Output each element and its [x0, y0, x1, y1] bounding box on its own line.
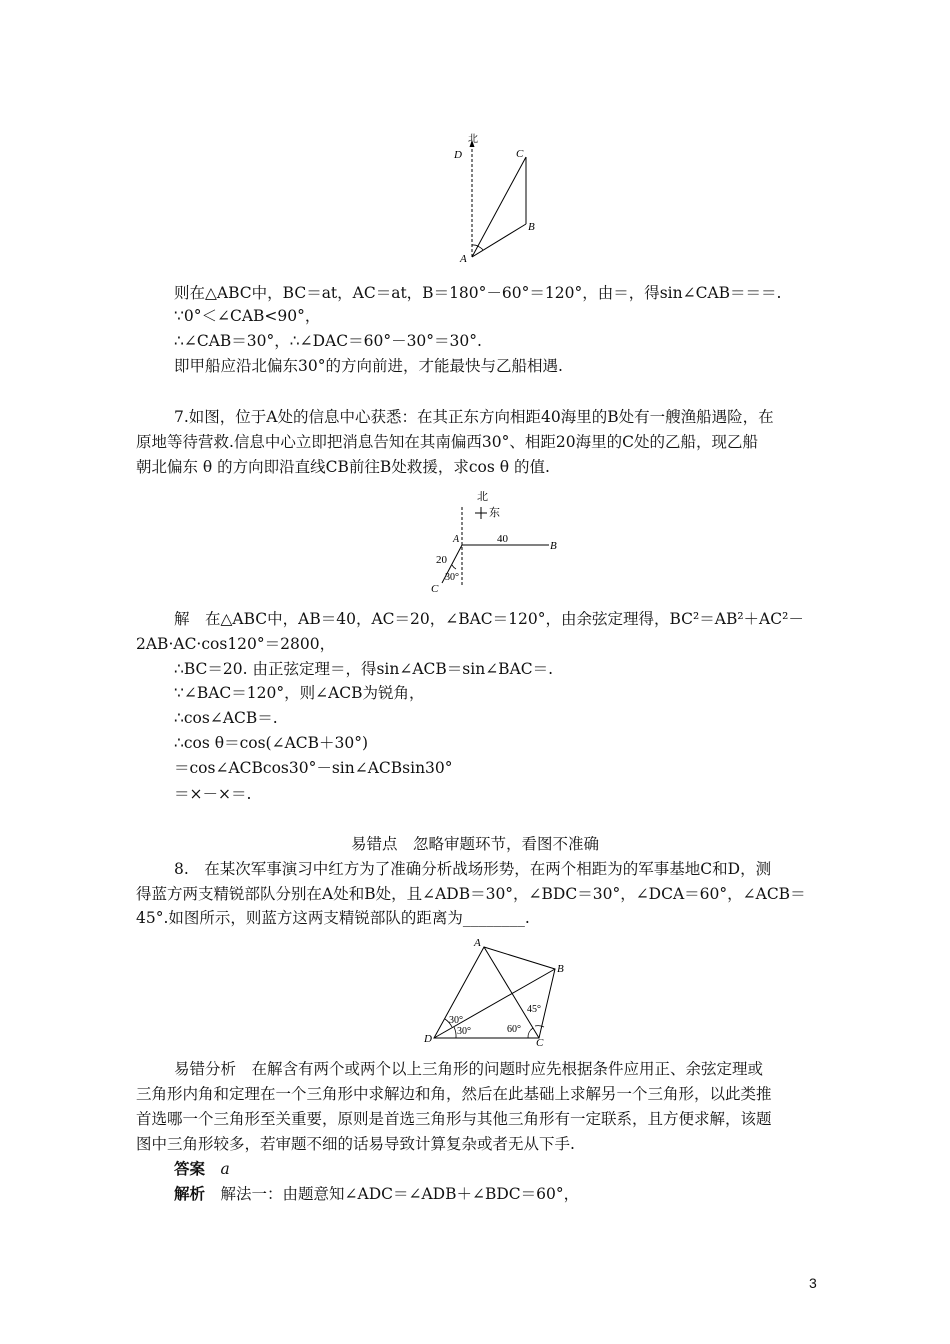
explanation-label: 解析 [174, 1184, 206, 1203]
question-line: 原地等待营救.信息中心立即把消息告知在其南偏西30°、相距20海里的C处的乙船，现乙船 [136, 433, 758, 451]
distance-ac-label: 20 [436, 554, 447, 566]
point-c-label: C [516, 148, 524, 160]
solution-line: ∴∠CAB＝30°，∴∠DAC＝60°－30°＝30°. [174, 332, 482, 350]
point-a-label: A [460, 253, 467, 264]
analysis-line: 易错分析 在解含有两个或两个以上三角形的问题时应先根据条件应用正、余弦定理或 [174, 1060, 764, 1078]
analysis-line: 三角形内角和定理在一个三角形中求解边和角，然后在此基础上求解另一个三角形，以此类推 [136, 1085, 772, 1103]
answer-line [174, 1159, 230, 1179]
page-number: 3 [809, 1275, 817, 1291]
solution-line: 2AB·AC·cos120°＝2800， [136, 635, 336, 653]
point-b-label: B [557, 963, 564, 975]
solution-line: 即甲船应沿北偏东30°的方向前进，才能最快与乙船相遇. [174, 357, 563, 375]
angle-adb-label: 30° [449, 1015, 463, 1026]
angle-dca-label: 60° [507, 1024, 521, 1035]
distance-ab-label: 40 [497, 533, 508, 545]
analysis-line: 图中三角形较多，若审题不细的话易导致计算复杂或者无从下手. [136, 1135, 575, 1153]
point-b-label: B [550, 540, 557, 552]
north-label: 北 [477, 491, 488, 503]
solution-line: ＝×－×＝. [174, 785, 252, 803]
point-d-label: D [454, 149, 462, 161]
question-line: 得蓝方两支精锐部队分别在A处和B处，且∠ADB＝30°，∠BDC＝30°，∠DCA＝60°，∠ACB＝ [136, 885, 806, 903]
point-b-label: B [528, 221, 535, 233]
question-line: 45°.如图所示，则蓝方这两支精锐部队的距离为________. [136, 909, 530, 927]
angle-label: 30° [445, 572, 459, 583]
figure-ship-bearing [440, 132, 550, 264]
point-a-label: A [453, 534, 460, 545]
point-c-label: C [431, 583, 439, 595]
figure-rescue-map [425, 485, 565, 597]
point-c-label: C [536, 1037, 544, 1046]
answer-value: a [220, 1160, 230, 1178]
question-line: 朝北偏东 θ 的方向即沿直线CB前往B处救援，求cos θ 的值. [136, 458, 550, 476]
explanation-line [174, 1184, 579, 1204]
north-label: 北 [468, 134, 478, 145]
explanation-text: 解法一：由题意知∠ADC＝∠ADB＋∠BDC＝60°， [220, 1185, 580, 1203]
figure-quadrilateral [418, 934, 578, 1046]
east-label: 东 [489, 507, 500, 519]
question-line: 8. 在某次军事演习中红方为了准确分析战场形势，在两个相距为的军事基地C和D，测 [174, 860, 772, 878]
question-line: 7.如图，位于A处的信息中心获悉：在其正东方向相距40海里的B处有一艘渔船遇险，在 [174, 408, 774, 426]
solution-line: ∴cos θ＝cos(∠ACB＋30°) [174, 734, 369, 752]
solution-line: ＝cos∠ACBcos30°－sin∠ACBsin30° [174, 759, 453, 777]
section-title: 易错点 忽略审题环节，看图不准确 [350, 835, 599, 853]
solution-line: 解 在△ABC中，AB＝40，AC＝20，∠BAC＝120°，由余弦定理得，BC²＝AB²＋AC²－ [174, 610, 804, 628]
answer-label: 答案 [174, 1159, 206, 1178]
point-d-label: D [424, 1033, 432, 1045]
analysis-line: 首选哪一个三角形至关重要，原则是首选三角形与其他三角形有一定联系，且方便求解，该题 [136, 1110, 772, 1128]
solution-line: ∴BC＝20. 由正弦定理＝，得sin∠ACB＝sin∠BAC＝. [174, 660, 554, 678]
solution-line: ∵∠BAC＝120°，则∠ACB为锐角， [174, 684, 425, 702]
solution-line: ∴cos∠ACB＝. [174, 709, 278, 727]
solution-line: ∵0°＜∠CAB<90°， [174, 307, 321, 325]
point-a-label: A [474, 937, 481, 949]
angle-bdc-label: 30° [457, 1026, 471, 1037]
solution-line: 则在△ABC中，BC＝at，AC＝at，B＝180°－60°＝120°，由＝，得sin∠CAB＝＝＝. [174, 284, 782, 302]
angle-acb-label: 45° [527, 1004, 541, 1015]
